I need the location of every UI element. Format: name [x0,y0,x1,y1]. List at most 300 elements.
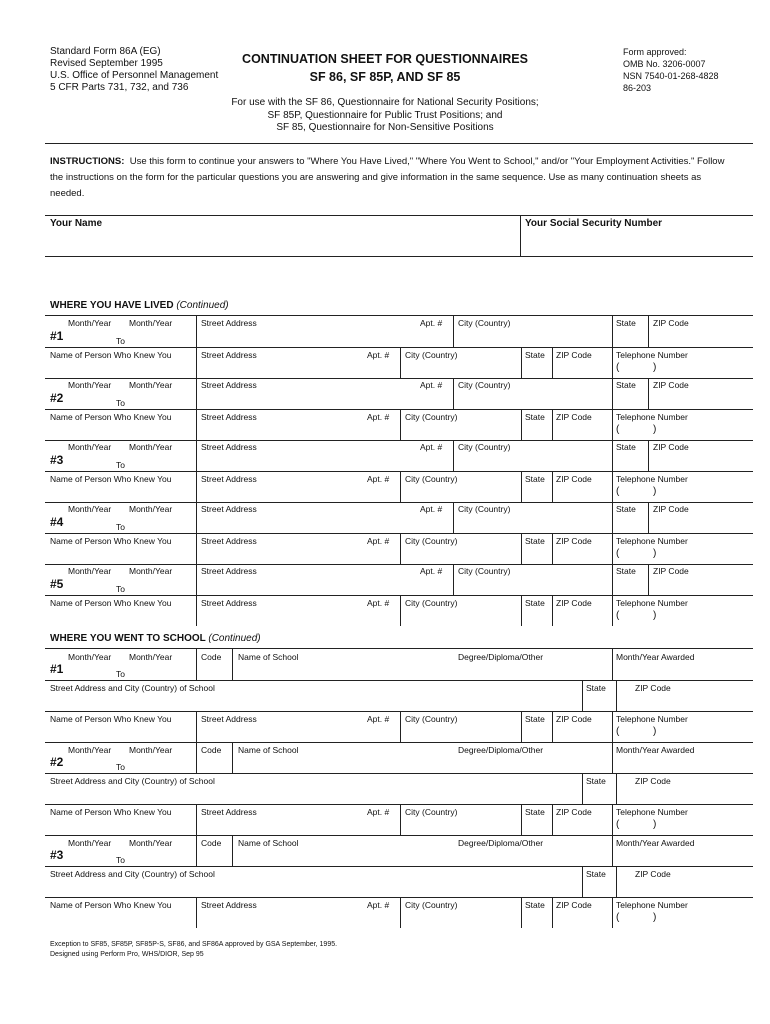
ssn-field[interactable] [522,230,752,254]
lived-person-state-field-5[interactable] [523,608,550,624]
school-name-label: Name of School [238,838,299,848]
footer-designed: Designed using Perform Pro, WHS/DIOR, Sep 95 [50,951,204,958]
usage-line-sf86: For use with the SF 86, Questionnaire for National Security Positions; [231,97,539,108]
phone-paren-open: ( [616,610,620,621]
school-divider [612,835,613,866]
month-year-to-label: Month/Year [129,380,173,390]
to-label: To [116,522,125,532]
lived-person-zip-field-3[interactable] [554,484,610,500]
phone-paren-open: ( [616,819,620,830]
school-title: WHERE YOU WENT TO SCHOOL [50,633,206,644]
state-label: State [525,714,545,724]
school-divider [612,897,613,928]
month-year-awarded-label: Month/Year Awarded [616,652,695,662]
month-year-from-label: Month/Year [68,838,112,848]
street-address-label: Street Address [201,442,257,452]
zip-code-label: ZIP Code [556,714,592,724]
lived-person-street-field-4[interactable] [198,546,398,562]
school-person-state-field-1[interactable] [523,724,550,740]
zip-code-label: ZIP Code [635,869,671,879]
to-label: To [116,398,125,408]
usage-line-sf85p: SF 85P, Questionnaire for Public Trust Positions; and [267,109,503,121]
phone-paren-open: ( [616,424,620,435]
lived-dates-field-3[interactable] [62,452,192,470]
lived-phone-field-1[interactable] [614,360,752,376]
lived-phone-field-3[interactable] [614,484,752,500]
school-state-field-1[interactable] [584,693,614,711]
to-label: To [116,762,125,772]
lived-section-line [45,315,753,316]
school-person-street-field-3[interactable] [198,910,398,926]
school-divider [232,649,233,680]
lived-person-city-field-5[interactable] [402,608,519,624]
phone-paren-close: ) [653,819,657,830]
state-label: State [525,536,545,546]
lived-row-line [45,409,753,410]
school-state-field-2[interactable] [584,786,614,804]
lived-state-field-3[interactable] [614,452,646,470]
month-year-awarded-label: Month/Year Awarded [616,838,695,848]
entry-number: #1 [50,662,64,676]
school-row-line [45,680,753,681]
lived-divider [521,347,522,378]
school-divider [400,897,401,928]
lived-city-field-4[interactable] [455,514,610,532]
city-country-label: City (Country) [405,412,458,422]
form-title: CONTINUATION SHEET FOR QUESTIONNAIRES [242,52,528,66]
school-name-field-1[interactable] [234,662,610,679]
entry-number: #3 [50,848,64,862]
lived-divider [521,409,522,440]
street-address-label: Street Address [201,412,257,422]
state-label: State [616,380,636,390]
lived-zip-field-2[interactable] [650,390,752,408]
entry-number: #4 [50,515,64,529]
lived-zip-field-5[interactable] [650,576,752,594]
lived-person-field-2[interactable] [46,422,194,438]
street-address-label: Street Address [201,504,257,514]
school-divider [521,711,522,742]
school-divider [582,773,583,804]
city-country-label: City (Country) [405,900,458,910]
person-who-knew-you-label: Name of Person Who Knew You [50,807,172,817]
city-country-label: City (Country) [458,318,511,328]
lived-divider [453,316,454,347]
lived-zip-field-1[interactable] [650,328,752,346]
street-address-label: Street Address [201,318,257,328]
to-label: To [116,669,125,679]
month-year-awarded-label: Month/Year Awarded [616,745,695,755]
apt-label: Apt. # [367,714,390,724]
lived-divider [612,409,613,440]
lived-dates-field-1[interactable] [62,328,192,346]
telephone-number-label: Telephone Number [616,536,688,546]
telephone-number-label: Telephone Number [616,350,688,360]
lived-phone-field-2[interactable] [614,422,752,438]
apt-label: Apt. # [420,566,443,576]
form-number: Standard Form 86A (EG) [50,46,161,57]
lived-divider [521,595,522,626]
lived-person-field-1[interactable] [46,360,194,376]
month-year-to-label: Month/Year [129,504,173,514]
lived-divider [453,378,454,409]
street-address-label: Street Address [201,350,257,360]
state-label: State [525,598,545,608]
school-divider [196,897,197,928]
lived-divider [196,409,197,440]
lived-zip-field-4[interactable] [650,514,752,532]
month-year-from-label: Month/Year [68,380,112,390]
apt-label: Apt. # [420,318,443,328]
school-person-zip-field-1[interactable] [554,724,610,740]
lived-person-city-field-1[interactable] [402,360,519,376]
lived-phone-field-4[interactable] [614,546,752,562]
telephone-number-label: Telephone Number [616,807,688,817]
school-person-city-field-3[interactable] [402,910,519,926]
lived-divider [648,378,649,409]
state-label: State [616,566,636,576]
lived-divider [453,564,454,595]
lived-street-field-2[interactable] [198,390,448,408]
person-who-knew-you-label: Name of Person Who Knew You [50,598,172,608]
school-divider [552,804,553,835]
phone-paren-close: ) [653,548,657,559]
identity-divider [520,215,521,256]
lived-person-street-field-2[interactable] [198,422,398,438]
school-dates-field-3[interactable] [62,848,192,865]
month-year-to-label: Month/Year [129,566,173,576]
school-awarded-field-3[interactable] [614,848,752,865]
lived-divider [552,533,553,564]
school-phone-field-3[interactable] [614,910,752,926]
apt-label: Apt. # [367,598,390,608]
telephone-number-label: Telephone Number [616,900,688,910]
lived-entry-line [45,564,753,565]
lived-divider [612,440,613,471]
phone-paren-open: ( [616,362,620,373]
lived-state-field-4[interactable] [614,514,646,532]
school-dates-field-2[interactable] [62,755,192,772]
lived-row-line [45,595,753,596]
school-divider [612,742,613,773]
school-divider [400,711,401,742]
person-who-knew-you-label: Name of Person Who Knew You [50,900,172,910]
lived-divider [648,316,649,347]
lived-person-zip-field-5[interactable] [554,608,610,624]
lived-person-field-5[interactable] [46,608,194,624]
code-label: Code [201,745,222,755]
lived-street-field-5[interactable] [198,576,448,594]
lived-street-field-1[interactable] [198,328,448,346]
state-label: State [616,442,636,452]
school-awarded-field-2[interactable] [614,755,752,772]
lived-divider [648,502,649,533]
degree-label: Degree/Diploma/Other [458,652,544,662]
lived-divider [552,471,553,502]
lived-divider [521,471,522,502]
zip-code-label: ZIP Code [653,504,689,514]
lived-person-street-field-3[interactable] [198,484,398,500]
school-name-label: Name of School [238,745,299,755]
degree-label: Degree/Diploma/Other [458,745,544,755]
school-divider [612,804,613,835]
your-name-field[interactable] [46,230,518,254]
person-who-knew-you-label: Name of Person Who Knew You [50,474,172,484]
lived-section-title [50,300,229,311]
lived-divider [552,595,553,626]
lived-divider [612,316,613,347]
lived-street-field-4[interactable] [198,514,448,532]
school-name-field-3[interactable] [234,848,610,865]
telephone-number-label: Telephone Number [616,412,688,422]
school-divider [521,804,522,835]
lived-entry-line [45,440,753,441]
lived-divider [552,347,553,378]
zip-code-label: ZIP Code [653,380,689,390]
phone-paren-close: ) [653,912,657,923]
school-person-zip-field-3[interactable] [554,910,610,926]
zip-code-label: ZIP Code [653,566,689,576]
school-divider [552,711,553,742]
lived-person-street-field-5[interactable] [198,608,398,624]
street-address-label: Street Address [201,807,257,817]
school-divider [232,835,233,866]
issuing-agency: U.S. Office of Personnel Management [50,70,219,81]
school-person-city-field-2[interactable] [402,817,519,833]
street-address-label: Street Address [201,536,257,546]
school-person-street-field-1[interactable] [198,724,398,740]
state-label: State [525,474,545,484]
lived-person-field-4[interactable] [46,546,194,562]
cfr-reference: 5 CFR Parts 731, 732, and 736 [50,82,189,93]
school-code-field-1[interactable] [198,662,230,679]
school-dates-field-1[interactable] [62,662,192,679]
lived-divider [400,409,401,440]
lived-street-field-3[interactable] [198,452,448,470]
school-divider [196,804,197,835]
school-address-field-1[interactable] [46,693,580,711]
school-address-label: Street Address and City (Country) of School [50,869,215,879]
school-section-line [45,648,753,649]
lived-city-field-5[interactable] [455,576,610,594]
school-divider [552,897,553,928]
phone-paren-open: ( [616,548,620,559]
telephone-number-label: Telephone Number [616,714,688,724]
city-country-label: City (Country) [405,598,458,608]
usage-line-sf85: SF 85, Questionnaire for Non-Sensitive Positions [276,122,494,133]
state-label: State [586,869,606,879]
lived-person-city-field-2[interactable] [402,422,519,438]
phone-paren-open: ( [616,486,620,497]
state-label: State [586,776,606,786]
lived-divider [521,533,522,564]
person-who-knew-you-label: Name of Person Who Knew You [50,714,172,724]
lived-divider [196,347,197,378]
lived-divider [400,471,401,502]
city-country-label: City (Country) [458,442,511,452]
entry-number: #5 [50,577,64,591]
school-person-zip-field-2[interactable] [554,817,610,833]
school-divider [582,866,583,897]
phone-paren-open: ( [616,726,620,737]
school-awarded-field-1[interactable] [614,662,752,679]
city-country-label: City (Country) [405,474,458,484]
lived-person-city-field-3[interactable] [402,484,519,500]
lived-divider [196,502,197,533]
lived-state-field-2[interactable] [614,390,646,408]
instructions-text: Use this form to continue your answers to "Where You Have Lived," "Where You Went to School," and/or "Your Employment Activities." Follow the instructions on the form for the particular questions you are answering and give information in the same sequence. Use as many continuation sheets as needed. [50,156,725,199]
entry-number: #2 [50,755,64,769]
school-divider [616,866,617,897]
apt-label: Apt. # [367,412,390,422]
school-person-state-field-3[interactable] [523,910,550,926]
school-entry-line [45,742,753,743]
school-person-state-field-2[interactable] [523,817,550,833]
school-divider [612,649,613,680]
lived-person-city-field-4[interactable] [402,546,519,562]
city-country-label: City (Country) [458,504,511,514]
nsn-number: NSN 7540-01-268-4828 [623,71,719,81]
month-year-from-label: Month/Year [68,745,112,755]
apt-label: Apt. # [367,350,390,360]
apt-label: Apt. # [420,504,443,514]
to-label: To [116,584,125,594]
state-label: State [616,318,636,328]
form-subtitle: SF 86, SF 85P, AND SF 85 [309,70,461,84]
school-row-line [45,804,753,805]
instructions-heading: INSTRUCTIONS: [50,156,125,167]
lived-divider [612,347,613,378]
zip-code-label: ZIP Code [556,598,592,608]
lived-phone-field-5[interactable] [614,608,752,624]
lived-city-field-1[interactable] [455,328,610,346]
zip-code-label: ZIP Code [556,350,592,360]
school-phone-field-1[interactable] [614,724,752,740]
lived-person-state-field-3[interactable] [523,484,550,500]
school-divider [582,680,583,711]
lived-divider [552,409,553,440]
street-address-label: Street Address [201,598,257,608]
month-year-from-label: Month/Year [68,652,112,662]
lived-person-state-field-1[interactable] [523,360,550,376]
school-zip-field-1[interactable] [618,693,752,711]
lived-divider [196,595,197,626]
school-state-field-3[interactable] [584,879,614,897]
person-who-knew-you-label: Name of Person Who Knew You [50,350,172,360]
form-code: 86-203 [623,83,652,93]
lived-divider [453,440,454,471]
state-label: State [616,504,636,514]
lived-entry-line [45,502,753,503]
phone-paren-close: ) [653,362,657,373]
street-address-label: Street Address [201,714,257,724]
zip-code-label: ZIP Code [556,536,592,546]
school-continued: (Continued) [208,633,261,644]
school-zip-field-3[interactable] [618,879,752,897]
city-country-label: City (Country) [458,380,511,390]
phone-paren-close: ) [653,610,657,621]
identity-bottom-line [45,256,753,257]
identity-top-line [45,215,753,216]
school-divider [196,835,197,866]
lived-state-field-5[interactable] [614,576,646,594]
lived-dates-field-4[interactable] [62,514,192,532]
footer [50,940,337,960]
lived-person-state-field-4[interactable] [523,546,550,562]
month-year-from-label: Month/Year [68,442,112,452]
school-divider [232,742,233,773]
school-address-label: Street Address and City (Country) of School [50,683,215,693]
apt-label: Apt. # [367,474,390,484]
school-address-field-2[interactable] [46,786,580,804]
lived-divider [612,502,613,533]
lived-divider [612,564,613,595]
school-entry-line [45,835,753,836]
lived-person-state-field-2[interactable] [523,422,550,438]
lived-person-zip-field-1[interactable] [554,360,610,376]
phone-paren-open: ( [616,912,620,923]
school-zip-field-2[interactable] [618,786,752,804]
school-address-field-3[interactable] [46,879,580,897]
lived-divider [196,378,197,409]
lived-city-field-2[interactable] [455,390,610,408]
lived-dates-field-2[interactable] [62,390,192,408]
lived-divider [196,471,197,502]
month-year-to-label: Month/Year [129,745,173,755]
lived-dates-field-5[interactable] [62,576,192,594]
school-person-city-field-1[interactable] [402,724,519,740]
school-phone-field-2[interactable] [614,817,752,833]
month-year-to-label: Month/Year [129,652,173,662]
lived-divider [648,564,649,595]
month-year-to-label: Month/Year [129,838,173,848]
lived-divider [196,533,197,564]
lived-divider [400,595,401,626]
lived-person-zip-field-2[interactable] [554,422,610,438]
apt-label: Apt. # [367,807,390,817]
lived-divider [400,533,401,564]
zip-code-label: ZIP Code [653,442,689,452]
phone-paren-close: ) [653,424,657,435]
school-person-field-3[interactable] [46,910,194,926]
school-person-street-field-2[interactable] [198,817,398,833]
school-name-label: Name of School [238,652,299,662]
school-address-label: Street Address and City (Country) of School [50,776,215,786]
lived-divider [612,378,613,409]
lived-person-zip-field-4[interactable] [554,546,610,562]
school-code-field-2[interactable] [198,755,230,772]
lived-zip-field-3[interactable] [650,452,752,470]
street-address-label: Street Address [201,380,257,390]
school-code-field-3[interactable] [198,848,230,865]
zip-code-label: ZIP Code [556,807,592,817]
school-divider [616,680,617,711]
lived-state-field-1[interactable] [614,328,646,346]
lived-city-field-3[interactable] [455,452,610,470]
zip-code-label: ZIP Code [635,683,671,693]
school-row-line [45,711,753,712]
apt-label: Apt. # [420,380,443,390]
degree-label: Degree/Diploma/Other [458,838,544,848]
school-row-line [45,773,753,774]
state-label: State [525,807,545,817]
lived-row-line [45,471,753,472]
school-name-field-2[interactable] [234,755,610,772]
school-person-field-2[interactable] [46,817,194,833]
school-person-field-1[interactable] [46,724,194,740]
lived-person-street-field-1[interactable] [198,360,398,376]
lived-person-field-3[interactable] [46,484,194,500]
